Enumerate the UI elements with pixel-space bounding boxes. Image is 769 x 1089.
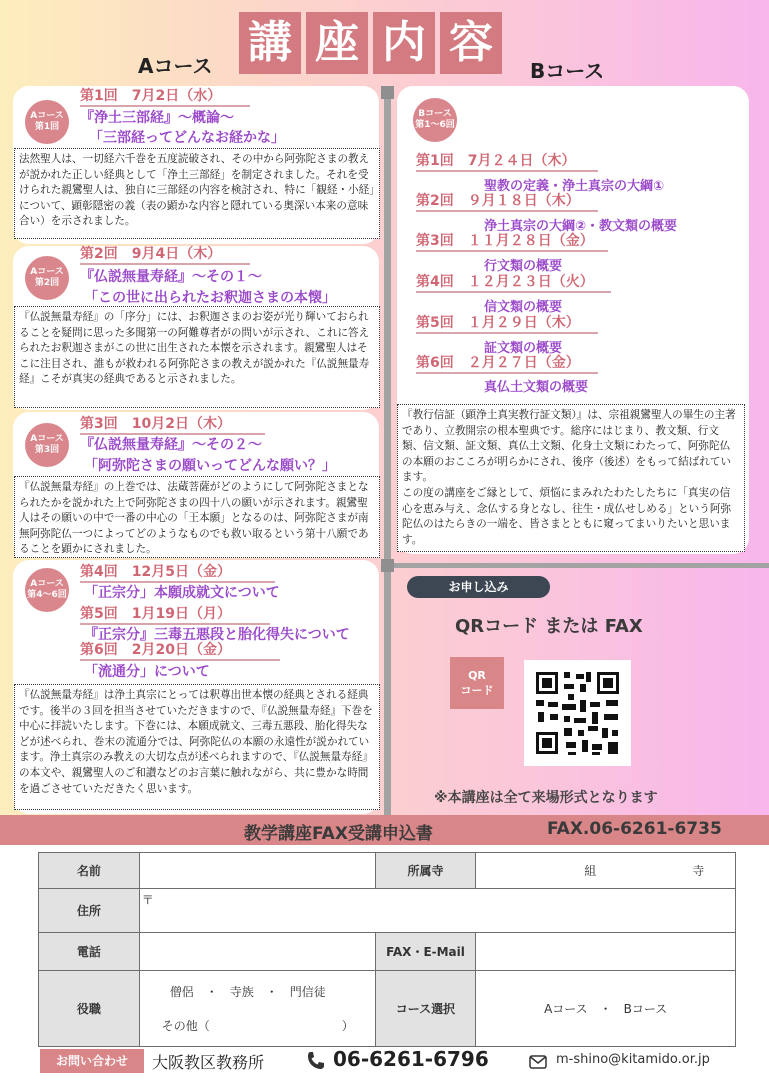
session-date: 第6回 2月20日（金） bbox=[80, 642, 280, 661]
session-badge: Aコース 第4～6回 bbox=[25, 568, 69, 612]
session-badge: Aコース 第1回 bbox=[25, 100, 69, 144]
session-title: 「流通分」について bbox=[84, 664, 210, 680]
course-b-description: 『教行信証（顕浄土真実教行証文類）』は、宗祖親鸞聖人の畢生の主著であり、立教開宗の根本聖典です。総序にはじまり、教文類、行文類、信文類、証文類、真仏土文類、化身土文類にわたって、阿弥陀仏の本願のおこころが明らかにされ、後序（後述）をもって結ばれています。 この度の講座をご縁として、煩悩にまみれたわたしたちに「真実の信心を恵み与え、念仏する身となし、往生・成仏せしめる」という阿弥陀仏のはたらきの一端を、皆さまとともに窺ってまいりたいと思います。 bbox=[397, 404, 745, 552]
role-field[interactable] bbox=[139, 971, 375, 1047]
b-session-date: 第5回 １月２９日（木） bbox=[416, 315, 598, 334]
rail-knob bbox=[381, 559, 394, 572]
session-date: 第1回 7月2日（水） bbox=[80, 88, 250, 107]
session-title: 『仏説無量寿経』～その２～ bbox=[80, 437, 262, 453]
session-title: 「正宗分」本願成就文について bbox=[84, 585, 280, 601]
session-title: 『仏説無量寿経』～その１～ bbox=[80, 269, 262, 285]
course-b-heading: Bコース bbox=[530, 59, 605, 83]
session-badge: Bコース 第1～6回 bbox=[413, 98, 457, 142]
title-char: 内 bbox=[373, 12, 435, 74]
qr-code-icon bbox=[524, 660, 631, 766]
b-session-title: 信文類の概要 bbox=[484, 300, 563, 315]
contact-phone[interactable]: 06-6261-6796 bbox=[333, 1047, 489, 1071]
name-field[interactable] bbox=[139, 853, 375, 889]
b-session-title: 真仏土文類の概要 bbox=[484, 380, 589, 395]
qr-code[interactable] bbox=[524, 660, 631, 766]
address-field[interactable] bbox=[139, 889, 735, 933]
center-rail bbox=[384, 88, 391, 816]
title-char: 講 bbox=[239, 12, 301, 74]
fax-email-label: FAX・E-Mail bbox=[375, 933, 476, 971]
session-description: 『仏説無量寿経』の「序分」には、お釈迦さまのお姿が光り輝いておられることを疑問に思った多聞第一の阿難尊者がの問いが示され、これに答えられたお釈迦さまがこの世に出生された本懐を示されます。親鸞聖人はそこに注目され、誰もが救われる阿弥陀さまの教えが説かれた『仏説無量寿経』こそが真実の経典であると示されました。 bbox=[14, 306, 380, 408]
session-description: 法然聖人は、一切経六千巻を五度読破され、その中から阿弥陀さまの教えが説かれた正しい経典として「浄土三部経」を制定されました。それを受けられた親鸞聖人は、独自に三部経の内容を検討され、特に「観経・小経」について、顕彰隠密の義（表の顕かな内容と隠れている奥深い本来の意味合い）を示されました。 bbox=[14, 148, 380, 239]
temple-label: 所属寺 bbox=[375, 853, 476, 889]
role-label: 役職 bbox=[39, 971, 140, 1047]
session-date: 第3回 10月2日（木） bbox=[80, 416, 265, 435]
office-name: 大阪教区教務所 bbox=[152, 1053, 265, 1072]
phone-field[interactable] bbox=[139, 933, 375, 971]
session-date: 第2回 9月4日（木） bbox=[80, 246, 250, 265]
course-a-heading: Aコース bbox=[138, 54, 213, 78]
session-description: 『仏説無量寿経』の上巻では、法蔵菩薩がどのようにして阿弥陀さまとなられたかを説かれた上で阿弥陀さまの四十八の願いが示されます。親鸞聖人はその願いの中で一番の中心の「王本願」となるのは、阿弥陀さまが南無阿弥陀仏一つによってどのようなものでも救い取るという第十八願であることを顕かにされました。 bbox=[14, 476, 380, 558]
mail-icon bbox=[529, 1054, 547, 1068]
title-char: 座 bbox=[306, 12, 368, 74]
application-form bbox=[38, 852, 736, 1047]
title-char: 容 bbox=[440, 12, 502, 74]
postal-mark: 〒 bbox=[141, 893, 154, 907]
name-label: 名前 bbox=[39, 853, 140, 889]
tera-text: 寺 bbox=[692, 864, 705, 878]
session-description: 『仏説無量寿経』は浄土真宗にとっては釈尊出世本懐の経典とされる経典です。後半の３回を担当させていただきますので、『仏説無量寿経』下巻を中心に拝読いたします。下巻には、本願成就文、三毒五悪段、胎化得失などが述べられ、巻末の流通分では、阿弥陀仏の本願の永遠性が説かれています。浄土真宗のみ教えの大切な点が述べられますので、『仏説無量寿経』の本文や、親鸞聖人のご和讃などのお言葉に触れながら、共に豊かな時間を過ごさせていただきたく思います。 bbox=[14, 684, 380, 810]
session-date: 第5回 1月19日（月） bbox=[80, 606, 270, 625]
course-select-field[interactable] bbox=[476, 971, 736, 1047]
b-session-date: 第3回 １１月２８日（金） bbox=[416, 233, 608, 252]
fax-title: 教学講座FAX受講申込書 bbox=[244, 824, 433, 844]
session-badge: Aコース 第2回 bbox=[25, 256, 69, 300]
qr-label: QR コード bbox=[450, 657, 504, 709]
phone-label: 電話 bbox=[39, 933, 140, 971]
rail-knob bbox=[381, 86, 394, 99]
fax-number: FAX.06-6261-6735 bbox=[547, 819, 722, 839]
session-date: 第4回 12月5日（金） bbox=[80, 564, 275, 583]
apply-heading: QRコード または FAX bbox=[455, 616, 643, 637]
temple-field[interactable] bbox=[476, 853, 736, 889]
session-subtitle: 「阿弥陀さまの願いってどんな願い？」 bbox=[84, 458, 336, 474]
apply-pill: お申し込み bbox=[407, 576, 550, 598]
b-session-title: 行文類の概要 bbox=[484, 259, 563, 274]
b-session-date: 第2回 ９月１８日（木） bbox=[416, 193, 598, 212]
b-session-date: 第1回 7月２４日（木） bbox=[416, 153, 598, 172]
kumi-text: 組 bbox=[584, 864, 597, 878]
b-session-title: 浄土真宗の大綱②・教文類の概要 bbox=[484, 219, 678, 234]
b-session-date: 第6回 ２月２７日（金） bbox=[416, 355, 598, 374]
role-options: 僧侶 ・ 寺族 ・ 門信徒 bbox=[169, 984, 326, 999]
phone-icon bbox=[305, 1050, 327, 1072]
b-session-date: 第4回 １２月２３日（火） bbox=[416, 274, 611, 293]
course-options: Aコース ・ Bコース bbox=[544, 1002, 668, 1016]
right-rail bbox=[391, 563, 769, 568]
session-badge: Aコース 第3回 bbox=[25, 423, 69, 467]
venue-note: ※本講座は全て来場形式となります bbox=[434, 790, 658, 806]
contact-tag: お問い合わせ bbox=[40, 1049, 144, 1073]
session-subtitle: 「この世に出られたお釈迦さまの本懐」 bbox=[84, 290, 336, 306]
b-session-title: 証文類の概要 bbox=[484, 341, 563, 356]
course-select-label: コース選択 bbox=[375, 971, 476, 1047]
session-subtitle: 「三部経ってどんなお経かな」 bbox=[89, 130, 285, 146]
contact-email[interactable]: m-shino@kitamido.or.jp bbox=[556, 1052, 710, 1067]
address-label: 住所 bbox=[39, 889, 140, 933]
fax-email-field[interactable] bbox=[476, 933, 736, 971]
b-session-title: 聖教の定義・浄土真宗の大綱① bbox=[484, 179, 665, 194]
session-title: 『正宗分』三毒五悪段と胎化得失について bbox=[84, 627, 350, 643]
page-title bbox=[239, 12, 502, 74]
session-title: 『浄土三部経』～概論～ bbox=[80, 110, 234, 126]
role-other: その他（ ） bbox=[161, 1018, 354, 1033]
